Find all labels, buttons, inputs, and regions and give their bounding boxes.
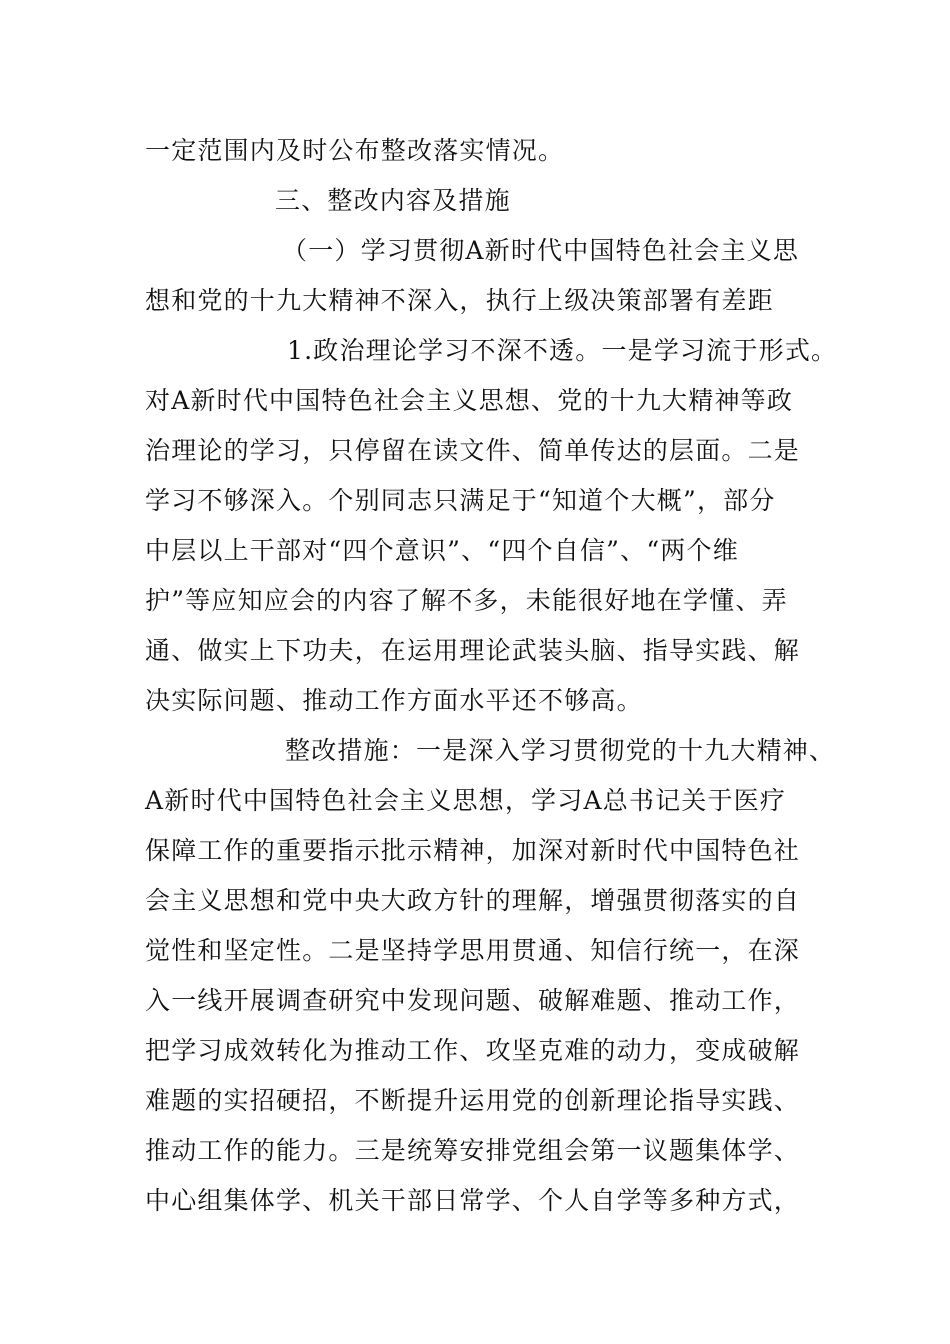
body-line: 决实际问题、推动工作方面水平还不够高。 — [145, 686, 643, 715]
body-line: 治理论的学习，只停留在读文件、简单传达的层面。二是 — [145, 436, 801, 465]
body-line: 会主义思想和党中央大政方针的理解，增强贯彻落实的自 — [145, 886, 801, 915]
measures-heading: 整改措施：一是深入学习贯彻党的十九大精神、 — [285, 736, 836, 765]
body-line: 对A新时代中国特色社会主义思想、党的十九大精神等政 — [145, 386, 794, 415]
body-line: 推动工作的能力。三是统筹安排党组会第一议题集体学、 — [145, 1136, 801, 1165]
body-line: 学习不够深入。个别同志只满足于“知道个大概”，部分 — [145, 486, 776, 515]
body-line: 觉性和坚定性。二是坚持学思用贯通、知信行统一，在深 — [145, 936, 801, 965]
body-line: 中层以上干部对“四个意识”、“四个自信”、“两个维 — [145, 536, 739, 565]
body-line: A新时代中国特色社会主义思想，学习A总书记关于医疗 — [145, 786, 787, 815]
body-line: 难题的实招硬招，不断提升运用党的创新理论指导实践、 — [145, 1086, 801, 1115]
body-line: 保障工作的重要指示批示精神，加深对新时代中国特色社 — [145, 836, 801, 865]
body-line: 一定范围内及时公布整改落实情况。 — [145, 136, 565, 165]
subsection-heading: （一）学习贯彻A新时代中国特色社会主义思 — [282, 236, 800, 265]
body-line: 通、做实上下功夫，在运用理论武装头脑、指导实践、解 — [145, 636, 801, 665]
section-heading: 三、整改内容及措施 — [275, 186, 511, 215]
subsection-heading-cont: 想和党的十九大精神不深入，执行上级决策部署有差距 — [145, 286, 774, 315]
body-line: 把学习成效转化为推动工作、攻坚克难的动力，变成破解 — [145, 1036, 801, 1065]
body-line: 中心组集体学、机关干部日常学、个人自学等多种方式， — [145, 1186, 801, 1215]
body-line: 护”等应知应会的内容了解不多，未能很好地在学懂、弄 — [145, 586, 788, 615]
body-line: 入一线开展调查研究中发现问题、破解难题、推动工作， — [145, 986, 801, 1015]
item-heading: 1.政治理论学习不深不透。一是学习流于形式。 — [287, 336, 838, 365]
